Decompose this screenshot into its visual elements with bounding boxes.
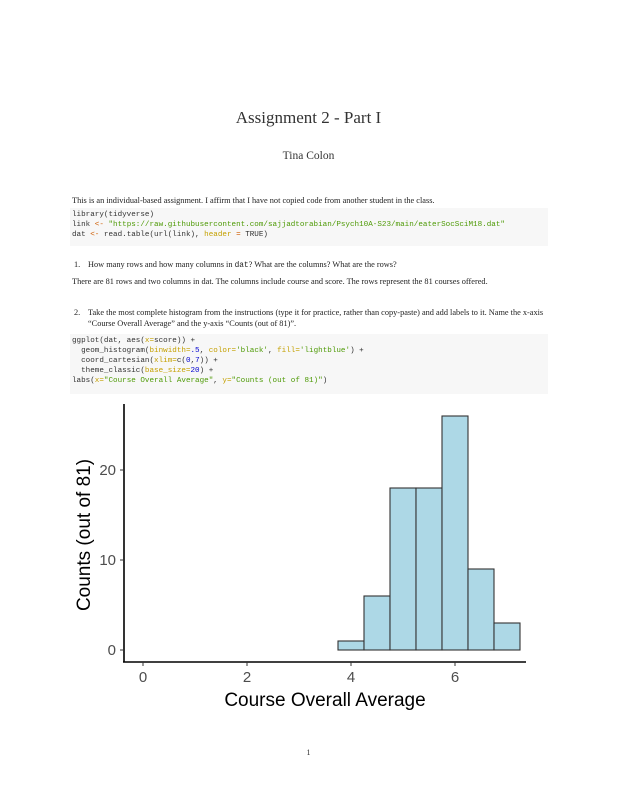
code-token: <- — [90, 221, 109, 229]
histogram-bar — [364, 596, 390, 650]
code-token: , — [199, 347, 209, 355]
code-token: 20 — [190, 367, 200, 375]
y-tick-label: 10 — [99, 552, 116, 569]
list-number: 2. — [74, 308, 81, 317]
code-token: , — [190, 357, 196, 365]
code-token: base_size= — [144, 367, 191, 375]
code-block-load-data — [70, 208, 548, 246]
code-token: color= — [208, 347, 237, 355]
code-token: .5 — [190, 347, 200, 355]
code-line: library(tidyverse) — [72, 211, 155, 219]
code-token: ) — [322, 377, 328, 385]
code-block-ggplot — [70, 334, 548, 394]
question-1 — [74, 259, 550, 272]
list-number: 1. — [74, 260, 81, 269]
question-text: ? What are the columns? What are the rows? — [248, 260, 397, 269]
code-token: x= — [94, 377, 104, 385]
code-token: )) + — [199, 357, 218, 365]
code-token: link — [72, 221, 91, 229]
x-tick-label: 4 — [346, 669, 356, 686]
code-token: TRUE) — [245, 231, 268, 239]
x-tick-label: 0 — [138, 669, 148, 686]
histogram-bar — [442, 416, 468, 650]
code-token: theme_classic( — [72, 367, 145, 375]
code-token: header — [204, 231, 232, 239]
question-2 — [74, 307, 550, 329]
code-token: y= — [222, 377, 232, 385]
code-token: "https://raw.githubusercontent.com/sajjadtorabian/Psych10A-S23/main/eaterSocSciM18.dat" — [108, 221, 505, 229]
y-tick-label: 0 — [107, 642, 116, 659]
histogram-bar — [494, 623, 520, 650]
document-author: Tina Colon — [282, 150, 335, 162]
code-token: ) + — [350, 347, 364, 355]
code-token: = — [231, 231, 246, 239]
code-token: xlim= — [154, 357, 177, 365]
y-tick-label: 20 — [99, 462, 116, 479]
question-text: How many rows and how many columns in — [88, 260, 235, 269]
code-token: "Counts (out of 81)" — [231, 377, 323, 385]
code-token: labs( — [72, 377, 95, 385]
code-token: geom_histogram( — [72, 347, 150, 355]
inline-code: dat — [234, 262, 249, 270]
histogram-bar — [468, 569, 494, 650]
histogram-bar — [390, 488, 416, 650]
code-token: x= — [144, 337, 155, 345]
code-token: 'lightblue' — [299, 347, 351, 355]
code-token: dat — [72, 231, 91, 239]
code-token: read.table(url(link), — [99, 231, 205, 239]
code-token: ggplot(dat, aes( — [72, 337, 145, 345]
x-tick-label: 6 — [450, 669, 460, 686]
intro-paragraph: This is an individual-based assignment. I affirm that I have not copied code from another student in the class. — [72, 196, 435, 205]
code-token: ) + — [199, 367, 214, 375]
y-axis-ticks — [99, 462, 124, 659]
x-tick-label: 2 — [242, 669, 252, 686]
histogram-bar — [338, 641, 364, 650]
histogram-bar — [416, 488, 442, 650]
code-token: binwidth= — [149, 347, 191, 355]
answer-1: There are 81 rows and two columns in dat. The columns include course and score. The rows represent the 81 courses offered. — [72, 277, 488, 286]
code-token: , — [213, 377, 223, 385]
code-token: 'black' — [236, 347, 268, 355]
document-title: Assignment 2 - Part I — [235, 108, 382, 127]
code-token: c( — [176, 357, 186, 365]
code-token: <- — [90, 231, 100, 239]
code-token: 0 — [185, 357, 191, 365]
page-number: 1 — [306, 748, 311, 757]
code-token: score)) + — [154, 337, 196, 345]
x-axis-ticks — [139, 662, 459, 686]
code-token: 7 — [195, 357, 200, 365]
code-token: fill= — [277, 347, 300, 355]
code-token: "Course Overall Average" — [103, 377, 214, 385]
question-text: Take the most complete histogram from the instructions (type it for practice, rather than copy-paste) and add labels to it. Name the x-axis “Course Overall Average” and the y-axis “Counts (out of 81)”. — [88, 308, 544, 328]
histogram-bars — [338, 416, 520, 650]
y-axis-title: Counts (out of 81) — [74, 458, 95, 612]
x-axis-title: Course Overall Average — [224, 690, 426, 711]
histogram-chart — [60, 398, 540, 718]
code-token: , — [268, 347, 278, 355]
code-token: coord_cartesian( — [72, 357, 155, 365]
